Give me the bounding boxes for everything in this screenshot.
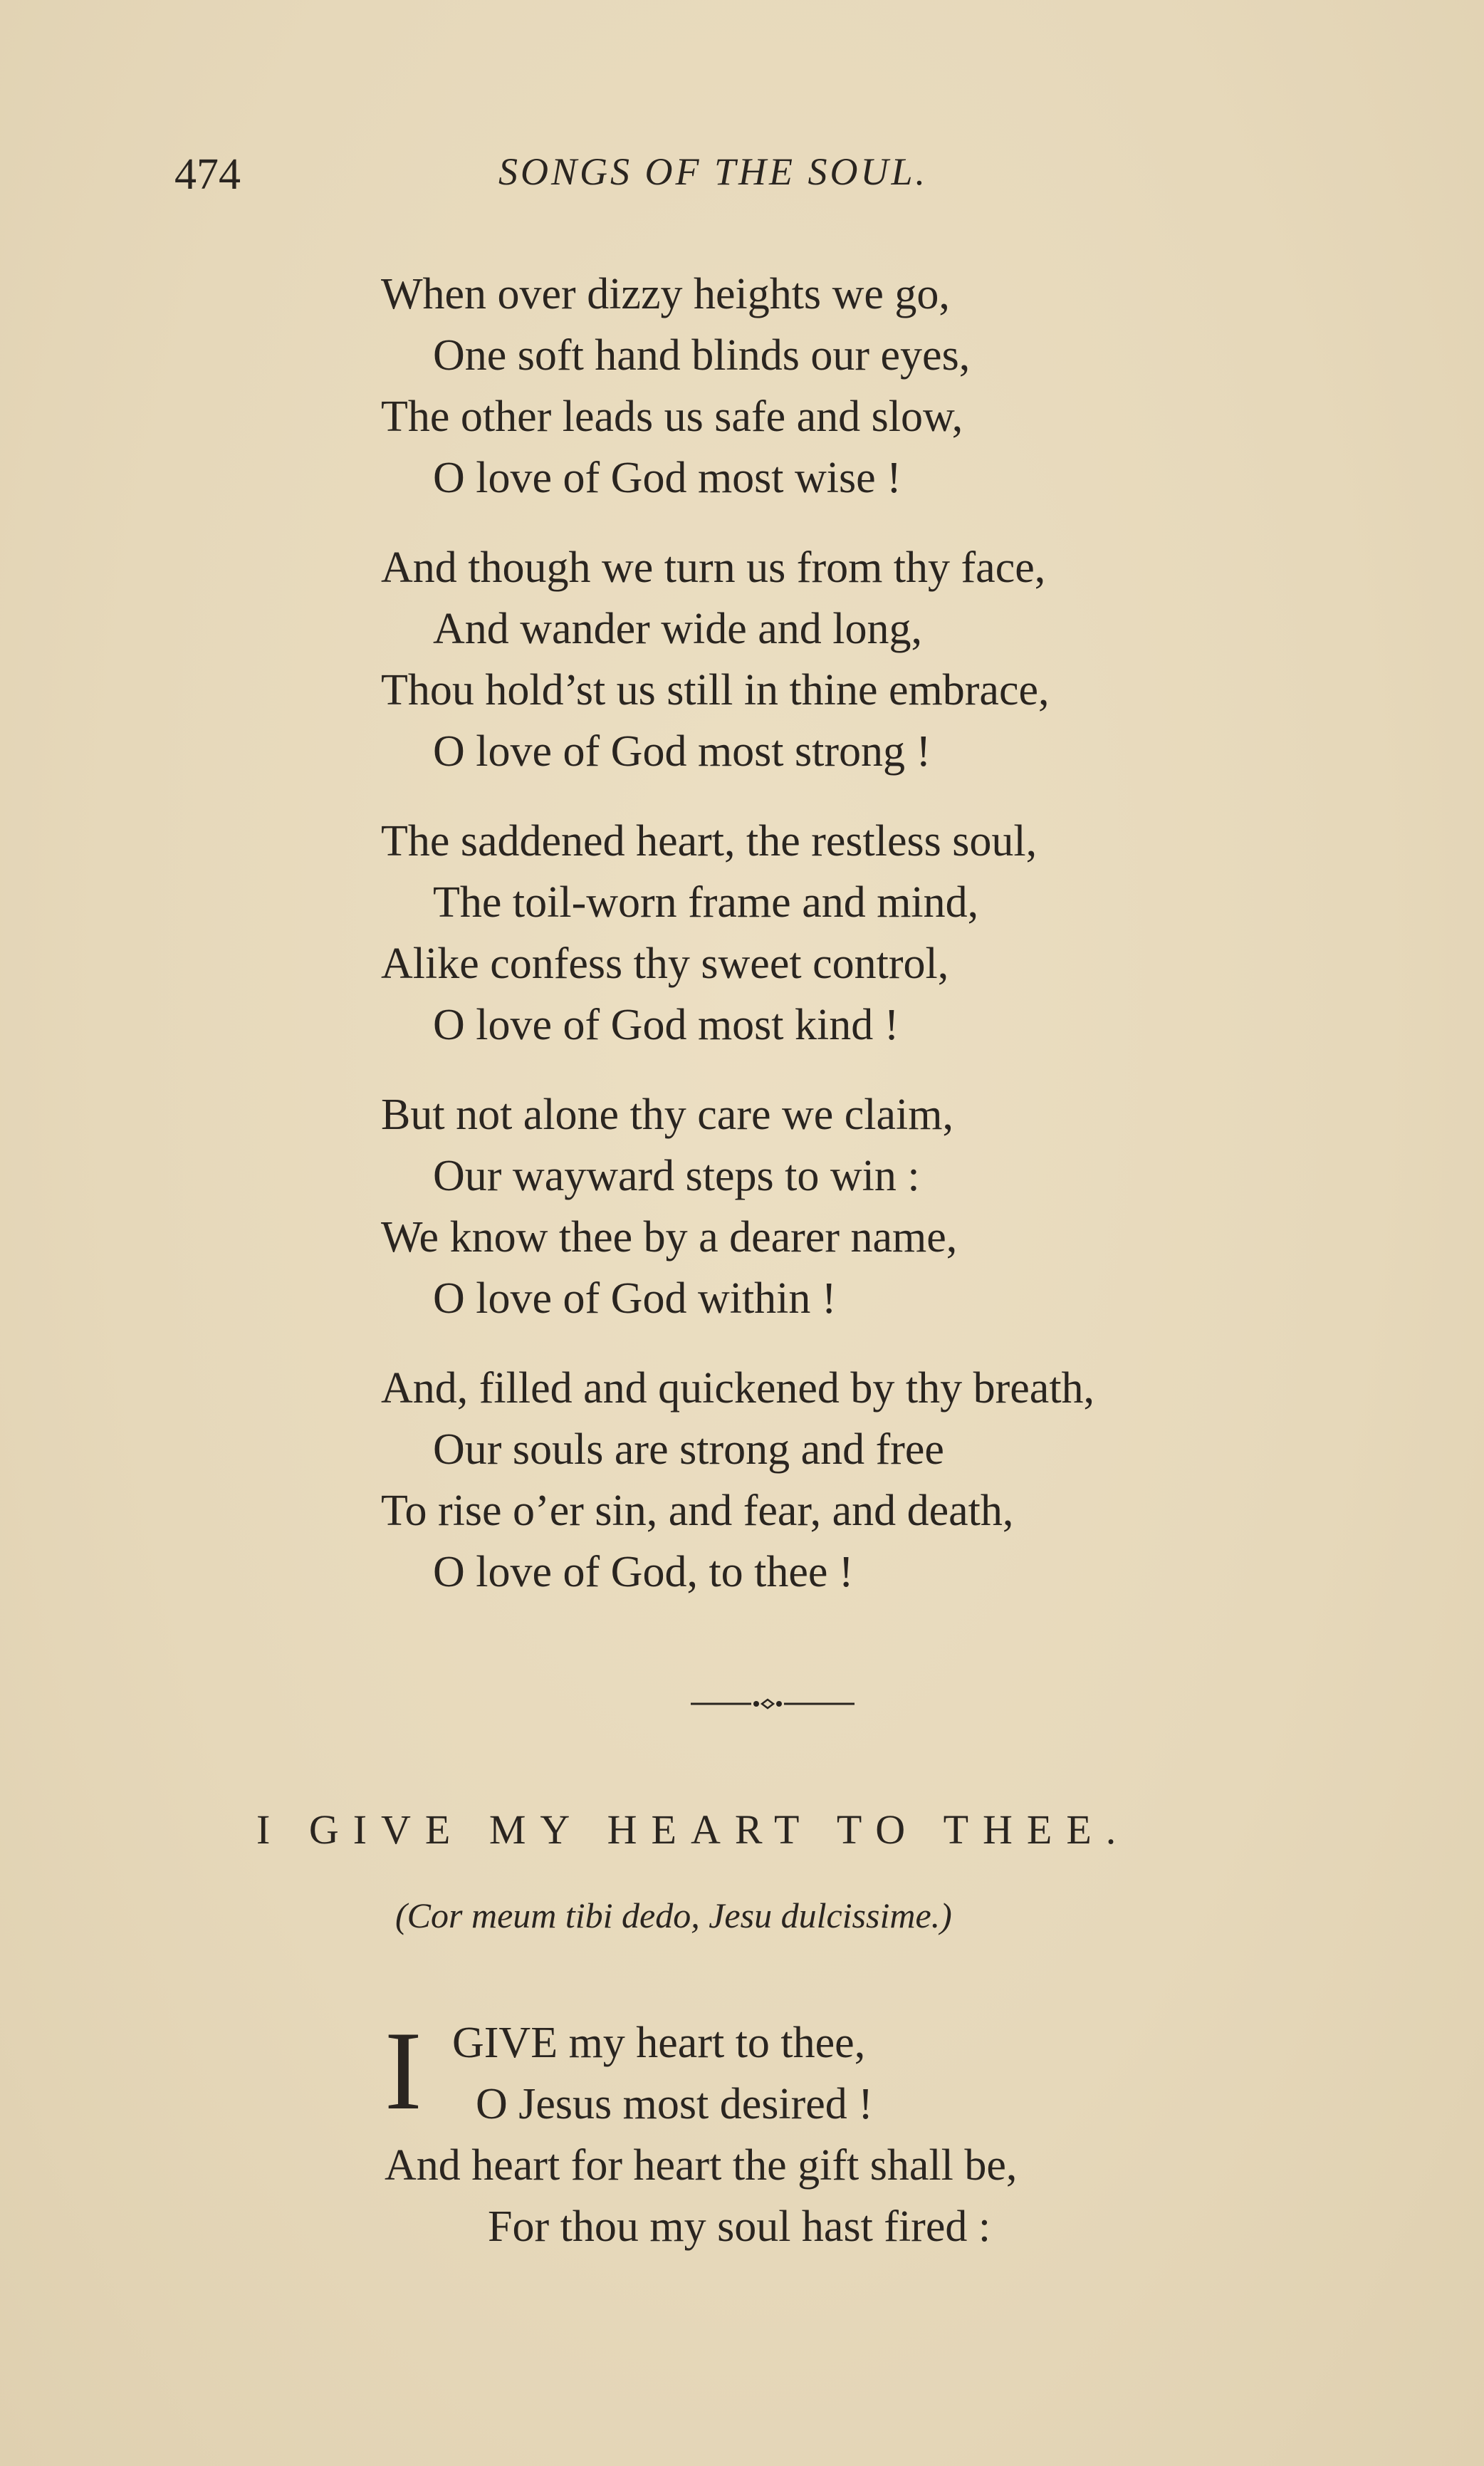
poem-second (385, 2009, 1018, 2257)
drop-cap: I (385, 2009, 422, 2133)
poem-line: But not alone thy care we claim, (381, 1091, 954, 1139)
poem-line: And wander wide and long, (433, 605, 922, 653)
poem-line: O love of God within ! (433, 1274, 837, 1323)
stanza (381, 264, 1378, 509)
ornament-divider-icon (691, 1697, 855, 1711)
poem-line: We know thee by a dearer name, (381, 1213, 958, 1261)
poem-line: And though we turn us from thy face, (381, 543, 1046, 592)
poem-line: And, filled and quickened by thy breath, (381, 1364, 1095, 1413)
page-number: 474 (174, 150, 241, 199)
poem-line: And heart for heart the gift shall be, (385, 2141, 1018, 2190)
poem-line: Thou hold’st us still in thine embrace, (381, 666, 1050, 714)
section-title: I GIVE MY HEART TO THEE. (256, 1806, 1131, 1853)
poem-line: The other leads us safe and slow, (381, 392, 963, 441)
stanza (381, 1084, 1378, 1329)
poem-line: To rise o’er sin, and fear, and death, (381, 1487, 1014, 1535)
poem-line: O love of God most strong ! (433, 727, 931, 776)
poem-line: One soft hand blinds our eyes, (433, 331, 971, 380)
stanza (381, 537, 1378, 782)
stanza (381, 811, 1378, 1056)
poem-line: GIVE my heart to thee, (452, 2019, 866, 2067)
poem-line: O love of God, to thee ! (433, 1548, 854, 1596)
poem-line: When over dizzy heights we go, (381, 270, 950, 318)
poem-line: The saddened heart, the restless soul, (381, 817, 1038, 865)
poem-line: The toil-worn frame and mind, (433, 878, 979, 927)
poem-line: Alike confess thy sweet control, (381, 940, 949, 988)
page-header (174, 150, 1342, 214)
stanza (381, 1358, 1378, 1603)
poem (381, 264, 1378, 1631)
poem-line: Our souls are strong and free (433, 1425, 944, 1474)
latin-subtitle: (Cor meum tibi dedo, Jesu dulcissime.) (395, 1895, 952, 1935)
poem-line: Our wayward steps to win : (433, 1152, 920, 1200)
poem-line: O love of God most wise ! (433, 454, 902, 502)
running-head: SONGS OF THE SOUL. (498, 150, 929, 193)
poem-line: O love of God most kind ! (433, 1001, 899, 1049)
poem-line: For thou my soul hast fired : (488, 2202, 991, 2251)
poem-line: O Jesus most desired ! (476, 2080, 873, 2128)
